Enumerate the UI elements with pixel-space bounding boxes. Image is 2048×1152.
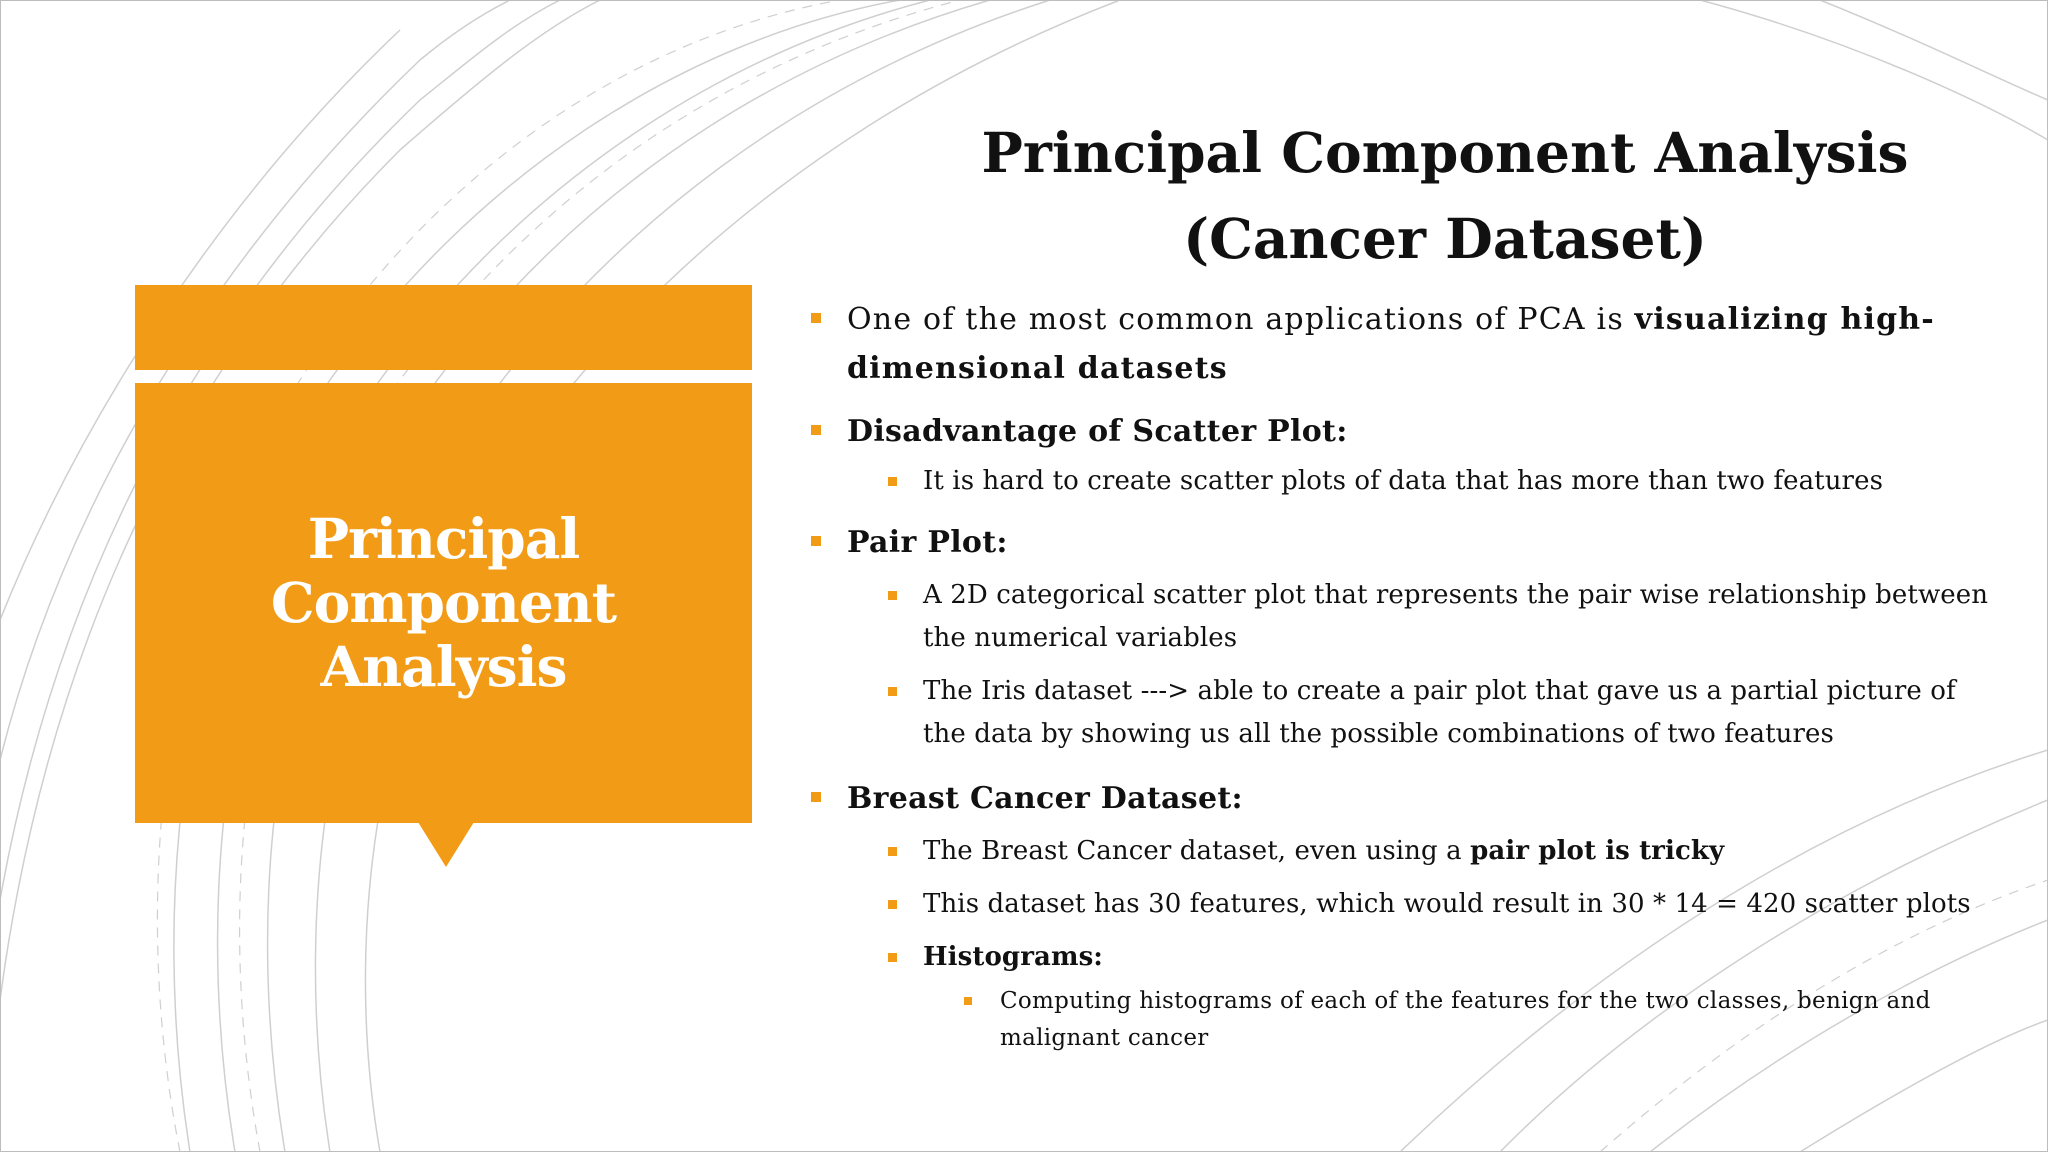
list-item <box>806 983 2002 1057</box>
list-item <box>806 670 2002 756</box>
bullet-heading: Breast Cancer Dataset: <box>847 781 1243 816</box>
bullet-bold-text: visualizing high-dimensional datasets <box>847 302 1935 386</box>
bullet-text: The Breast Cancer dataset, even using a <box>923 836 1471 866</box>
square-bullet-icon <box>888 847 897 856</box>
accent-bar <box>135 285 752 370</box>
slide-title-line: (Cancer Dataset) <box>1183 206 1707 271</box>
list-item <box>806 774 2002 823</box>
bullet-text: Computing histograms of each of the features for the two classes, benign and malignant cancer <box>1000 988 1931 1051</box>
list-item <box>806 830 2002 873</box>
square-bullet-icon <box>811 536 821 546</box>
bullet-bold-text: pair plot is tricky <box>1470 836 1725 866</box>
bullet-text: The Iris dataset ---> able to create a pair plot that gave us a partial picture of the data by showing us all the possible combinations of two features <box>923 676 1956 749</box>
square-bullet-icon <box>964 997 972 1005</box>
callout-title-line: Analysis <box>320 634 567 699</box>
square-bullet-icon <box>888 953 897 962</box>
square-bullet-icon <box>811 313 821 323</box>
list-item <box>806 574 2002 660</box>
slide-title <box>840 110 2048 282</box>
square-bullet-icon <box>888 591 897 600</box>
slide-title-line: Principal Component Analysis <box>981 120 1909 185</box>
title-callout-box <box>135 383 752 823</box>
bullet-heading: Histograms: <box>923 942 1104 972</box>
list-item <box>806 407 2002 456</box>
callout-title-line: Component <box>270 570 617 635</box>
bullet-text: A 2D categorical scatter plot that represents the pair wise relationship between the numerical variables <box>923 580 1989 653</box>
callout-title-line: Principal <box>307 506 580 571</box>
square-bullet-icon <box>811 425 821 435</box>
list-item <box>806 518 2002 567</box>
bullet-list <box>806 295 2002 1057</box>
bullet-text: It is hard to create scatter plots of data that has more than two features <box>923 466 1884 496</box>
list-item <box>806 460 2002 503</box>
bullet-heading: Pair Plot: <box>847 525 1008 560</box>
square-bullet-icon <box>888 900 897 909</box>
list-item <box>806 295 2002 393</box>
bullet-text: This dataset has 30 features, which would result in 30 * 14 = 420 scatter plots <box>923 889 1971 919</box>
square-bullet-icon <box>888 687 897 696</box>
square-bullet-icon <box>888 477 897 486</box>
bullet-heading: Disadvantage of Scatter Plot: <box>847 414 1348 449</box>
list-item <box>806 883 2002 926</box>
list-item <box>806 936 2002 979</box>
square-bullet-icon <box>811 792 821 802</box>
callout-title <box>204 507 684 699</box>
callout-pointer <box>418 822 474 867</box>
bullet-text: One of the most common applications of PCA is <box>847 302 1635 337</box>
